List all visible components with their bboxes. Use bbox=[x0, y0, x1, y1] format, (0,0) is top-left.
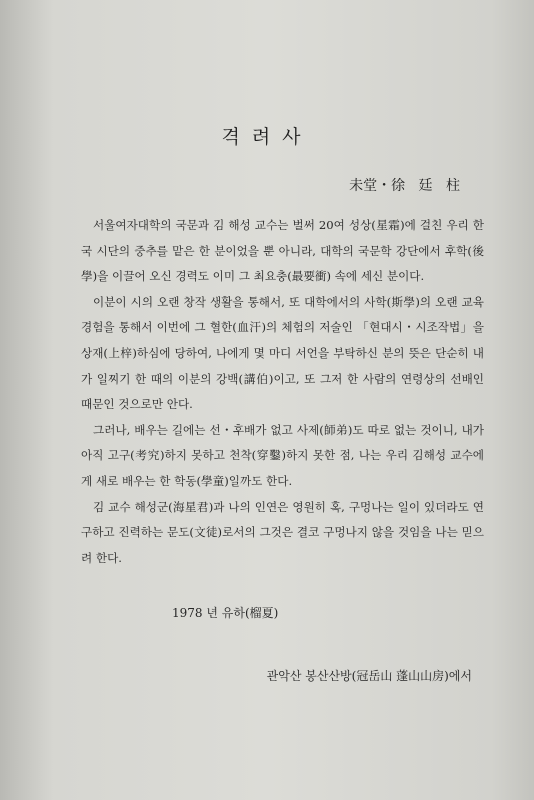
paragraph: 그러나, 배우는 길에는 선・후배가 없고 사제(師弟)도 따로 없는 것이니, 내가 아직 고구(考究)하지 못하고 천착(穿鑿)하지 못한 점, 나는 우리 김해성 교수에게 새로 배우는 한 학동(學童)일까도 한다. bbox=[81, 422, 484, 488]
place-line: 관악산 봉산산방(冠岳山 蓬山山房)에서 bbox=[266, 669, 472, 683]
paragraph: 서울여자대학의 국문과 김 해성 교수는 벌써 20여 성상(星霜)에 걸친 우리 한국 시단의 중추를 맡은 한 분이었을 뿐 아니라, 대학의 국문학 강단에서 후학(後學)을 이끌어 오신 경력도 이미 그 최요충(最要衝) 속에 세신 분이다. bbox=[81, 218, 484, 284]
page-title: 격려사 bbox=[221, 126, 313, 148]
author-name: 未堂・徐 廷 柱 bbox=[349, 178, 460, 194]
date-line: 1978 년 유하(榴夏) bbox=[172, 606, 279, 620]
paragraph: 이분이 시의 오랜 창작 생활을 통해서, 또 대학에서의 사학(斯學)의 오랜 교육 경험을 통해서 이번에 그 혈한(血汗)의 체험의 저술인 「현대시・시조작법」을 상재(上梓)하심에 당하여, 나에게 몇 마디 서언을 부탁하신 분의 뜻은 단순히 내가 일찌기 한 때의 이분의 강백(講伯)이고, 또 그저 한 사람의 연령상의 선배인 때문인 것으로만 안다. bbox=[81, 294, 484, 412]
paragraph: 김 교수 해성군(海星君)과 나의 인연은 영원히 혹, 구멍나는 일이 있더라도 연구하고 진력하는 문도(文徒)로서의 그것은 결코 구멍나지 않을 것임을 나는 믿으려 한다. bbox=[81, 499, 484, 565]
body-text bbox=[81, 213, 484, 571]
